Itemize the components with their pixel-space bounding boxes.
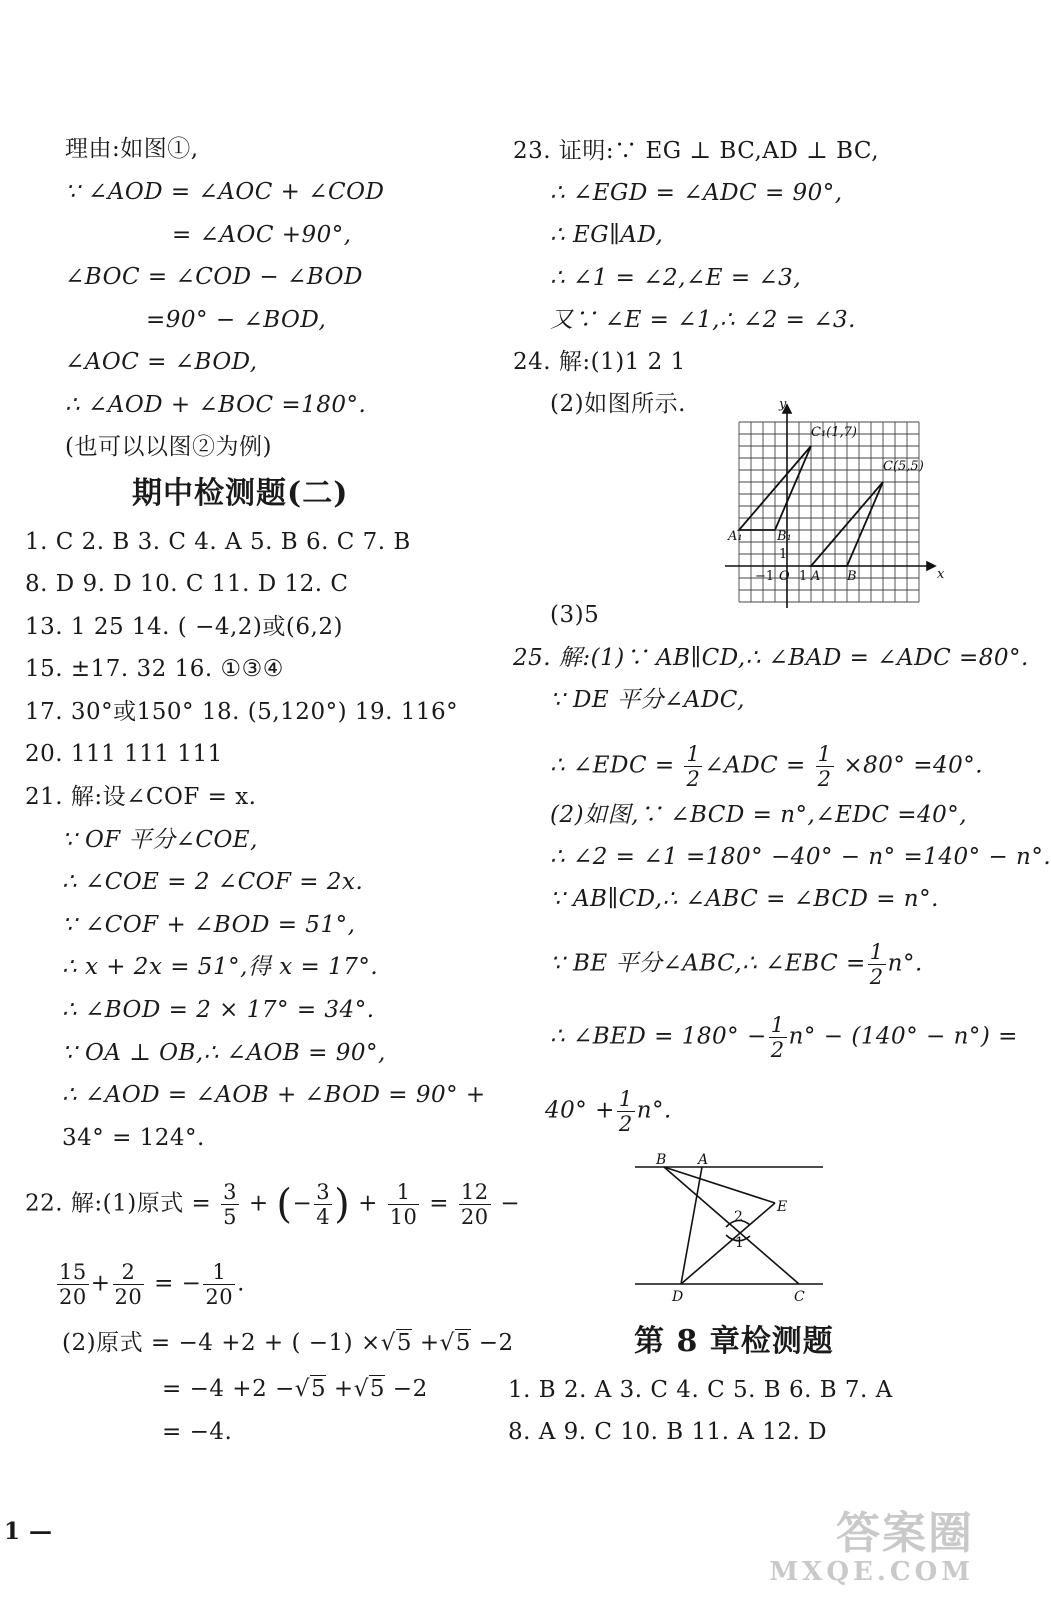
q25-line-7 [550,940,923,989]
numerator: 1 [618,1087,633,1111]
numerator: 3 [223,1180,237,1204]
label-tick-1-y: 1 [779,547,788,562]
text-line: ∵ ∠AOD = ∠AOC + ∠COD [65,179,385,205]
fraction [769,1013,787,1062]
q21-line: ∴ x + 2x = 51°,得 x = 17°. [62,954,379,980]
fraction [203,1260,235,1309]
expr-text: ∴ ∠EDC = [550,752,675,779]
label-origin: O [779,569,790,584]
text-line: ∠AOC = ∠BOD, [65,349,258,375]
denominator: 2 [686,767,701,791]
watermark [769,1510,974,1586]
q21-line: 21. 解:设∠COF = x. [25,784,257,810]
operator: + [358,1190,378,1217]
numerator: 1 [203,1260,235,1285]
fraction [816,742,834,791]
expr-text: 40° + [545,1097,615,1124]
numerator: 2 [113,1260,145,1285]
answer-row: 1. C 2. B 3. C 4. A 5. B 6. C 7. B [25,529,411,555]
segment-de [681,1203,775,1284]
operator: = [429,1190,450,1217]
q21-line: ∴ ∠AOD = ∠AOB + ∠BOD = 90° + [62,1082,486,1108]
q21-line: ∵ ∠COF + ∠BOD = 51°, [62,912,356,938]
q24-line: (2)如图所示. [550,391,686,417]
label-c1: C₁(1,7) [811,425,857,440]
geometry-figure [630,1150,830,1305]
q21-line: ∵ OA ⊥ OB,∴ ∠AOB = 90°, [62,1040,386,1066]
q25-line: ∴ ∠2 = ∠1 =180° −40° − n° =140° − n°. [550,844,1051,870]
q22-prefix: 22. 解:(1)原式 = [25,1190,212,1217]
q22-line-3: (2)原式 = −4 +2 + ( −1) ×√5 +√5 −2 [62,1330,514,1356]
q23-line: ∴ ∠EGD = ∠ADC = 90°, [550,180,843,206]
expr-text: ∵ BE 平分∠ABC,∴ ∠EBC = [550,950,866,977]
answer-row: 13. 1 25 14. ( −4,2)或(6,2) [25,614,343,640]
fraction [221,1180,239,1229]
expr-text: −2 [478,1330,514,1356]
text-line: ∴ ∠AOD + ∠BOC =180°. [65,392,367,418]
segment-be [664,1167,775,1203]
denominator: 2 [817,767,832,791]
q23-line: 又∵ ∠E = ∠1,∴ ∠2 = ∠3. [550,307,856,333]
label-angle-1: 1 [735,1235,744,1251]
label-y: y [779,397,787,412]
operator: = − [154,1270,202,1297]
numerator: 1 [869,940,884,964]
label-c: C(5,5) [883,459,924,474]
expr-text: = −4 +2 − [162,1376,295,1402]
fraction [314,1180,332,1229]
sqrt-radicand: 5 [369,1376,385,1402]
q25-line-9 [545,1087,672,1136]
paren-right: ) [334,1181,351,1228]
denominator: 20 [114,1285,143,1309]
label-point-c: C [794,1289,805,1305]
q22-line-2 [55,1260,245,1309]
denominator: 20 [460,1205,489,1229]
denominator: 20 [205,1285,234,1309]
label-a1: A₁ [728,529,743,544]
numerator: 15 [59,1260,87,1284]
expr-text: ∴ ∠BED = 180° − [550,1023,767,1050]
denominator: 2 [770,1038,785,1062]
q24-line: 24. 解:(1)1 2 1 [513,349,686,375]
label-point-a: A [698,1152,709,1168]
text-line: 理由:如图①, [65,136,199,162]
expr-text: ∠ADC = [704,752,806,779]
label-b1: B₁ [777,529,792,544]
graph-labels [727,397,945,584]
numerator: 1 [817,742,832,766]
fraction [57,1260,89,1309]
label-tick-1-x: 1 [799,569,808,584]
watermark-url: MXQE.COM [769,1557,974,1587]
denominator: 4 [316,1205,331,1229]
q21-line: ∵ OF 平分∠COE, [62,827,258,853]
q22-line-4: = −4 +2 −√5 +√5 −2 [162,1376,428,1402]
label-a: A [811,569,821,584]
operator: − [292,1190,313,1217]
q25-line: 25. 解:(1)∵ AB∥CD,∴ ∠BAD = ∠ADC =80°. [513,645,1029,671]
expr-text: n°. [636,1097,672,1124]
q25-line-8 [550,1013,1018,1062]
q22-line-1 [25,1180,520,1229]
q25-line-3 [550,742,983,791]
operator: + [419,1330,440,1356]
label-x: x [937,567,945,582]
denominator: 2 [869,965,884,989]
answer-row: 17. 30°或150° 18. (5,120°) 19. 116° [25,699,459,725]
text-line: =90° − ∠BOD, [146,307,327,333]
operator: + [248,1190,269,1217]
text-line: ∠BOC = ∠COD − ∠BOD [65,264,363,290]
fraction [684,742,702,791]
sqrt-radicand: 5 [310,1376,327,1402]
fraction [388,1180,420,1229]
sqrt-radicand: 5 [396,1330,413,1356]
expr-text: ×80° =40°. [843,752,984,779]
numerator: 1 [770,1013,785,1037]
answer-row: 20. 111 111 111 [25,741,223,767]
numerator: 1 [686,742,701,766]
expr-text: (2)原式 = −4 +2 + ( −1) × [62,1330,381,1356]
sqrt-radicand: 5 [455,1330,471,1356]
label-tick-minus1: −1 [755,569,775,584]
fraction [617,1087,635,1136]
denominator: 5 [223,1205,237,1229]
page-number: 1 — [4,1518,53,1545]
period: . [237,1270,245,1297]
coordinate-graph [725,396,950,612]
fraction [868,940,886,989]
answer-row: 8. A 9. C 10. B 11. A 12. D [508,1419,828,1445]
expr-text: −2 [392,1376,428,1402]
watermark-logo-text: 答案圈 [836,1508,974,1559]
label-point-b: B [656,1152,667,1168]
q21-line: 34° = 124°. [62,1125,205,1151]
paren-left: ( [276,1181,293,1228]
q24-line: (3)5 [550,602,600,628]
operator: + [333,1376,354,1402]
label-b: B [847,569,857,584]
numerator: 1 [388,1180,420,1205]
operator: + [90,1270,111,1297]
section-title: 第 8 章检测题 [634,1324,834,1359]
answer-row: 8. D 9. D 10. C 11. D 12. C [25,571,349,597]
q23-line: ∴ EG∥AD, [550,222,664,248]
denominator: 10 [389,1205,418,1229]
answer-row: 1. B 2. A 3. C 4. C 5. B 6. B 7. A [508,1377,893,1403]
numerator: 12 [460,1180,489,1204]
q22-line-5: = −4. [162,1419,233,1445]
answer-row: 15. ±17. 32 16. ①③④ [25,656,284,682]
section-title: 期中检测题(二) [132,476,349,511]
expr-text: n° − (140° − n°) = [788,1023,1018,1050]
denominator: 2 [618,1112,633,1136]
label-angle-2: 2 [734,1209,743,1225]
expr-text: n°. [887,950,923,977]
fraction [113,1260,145,1309]
label-point-d: D [672,1289,684,1305]
label-point-e: E [777,1199,788,1215]
text-line: (也可以以图②为例) [65,434,272,460]
fraction [459,1180,491,1229]
numerator: 3 [316,1180,331,1204]
q23-line: ∴ ∠1 = ∠2,∠E = ∠3, [550,265,802,291]
q25-line: (2)如图,∵ ∠BCD = n°,∠EDC =40°, [550,802,968,828]
q21-line: ∴ ∠BOD = 2 × 17° = 34°. [62,997,375,1023]
q21-line: ∴ ∠COE = 2 ∠COF = 2x. [62,869,364,895]
denominator: 20 [59,1285,87,1309]
q25-line: ∵ AB∥CD,∴ ∠ABC = ∠BCD = n°. [550,886,939,912]
q23-line: 23. 证明:∵ EG ⊥ BC,AD ⊥ BC, [513,138,880,164]
q25-line: ∵ DE 平分∠ADC, [550,687,745,713]
text-line: = ∠AOC +90°, [172,222,352,248]
operator: − [500,1190,521,1217]
